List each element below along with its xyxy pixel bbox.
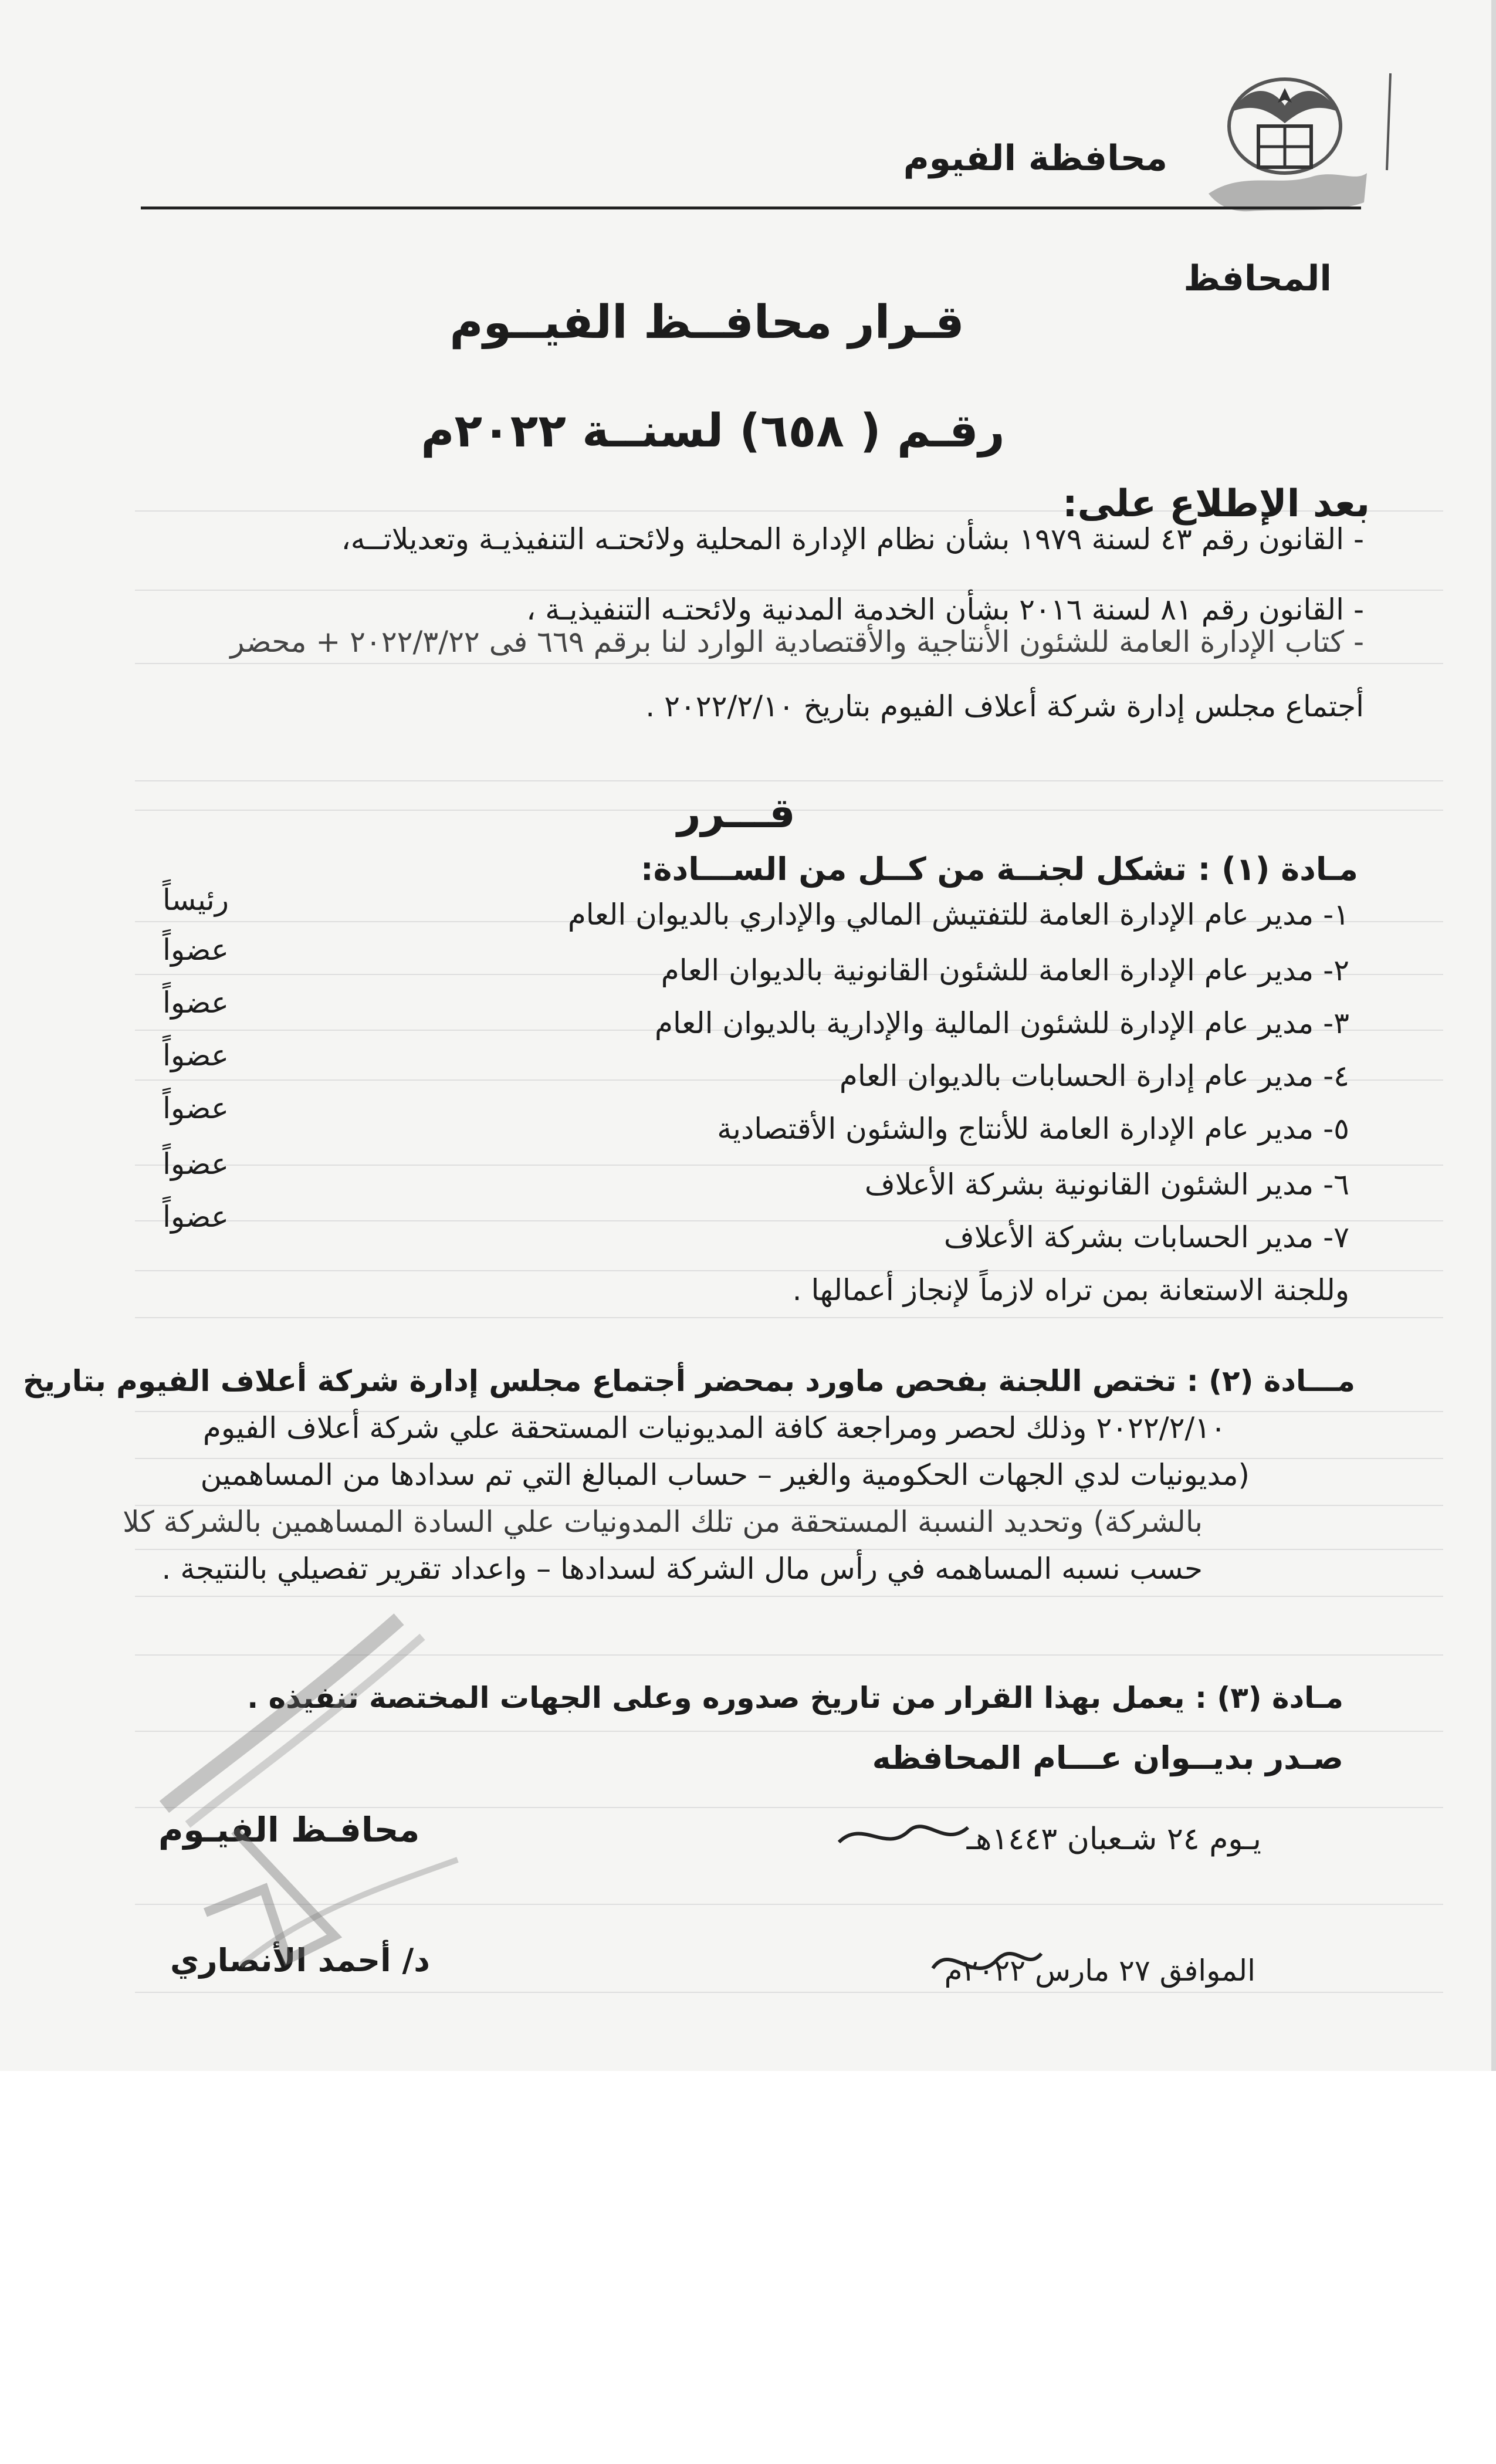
paper-rule	[135, 1317, 1443, 1318]
decree-number: رقـم ( ٦٥٨) لسنــة ٢٠٢٢م	[421, 405, 1005, 458]
committee-member: ٢- مدير عام الإدارة العامة للشئون القانونية بالديوان العام	[661, 953, 1349, 987]
committee-role: عضواً	[163, 1200, 229, 1234]
paper-rule	[135, 1270, 1443, 1271]
official-stamp-icon	[153, 1584, 563, 1995]
scan-edge	[1491, 0, 1496, 2071]
preamble-item: أجتماع مجلس إدارة شركة أعلاف الفيوم بتاريخ ٢٠٢٢/٢/١٠ .	[645, 689, 1364, 723]
committee-role: عضواً	[163, 933, 229, 967]
header-divider	[141, 207, 1361, 209]
committee-member: ٥- مدير عام الإدارة العامة للأنتاج والشئون الأقتصادية	[717, 1112, 1349, 1146]
committee-role: عضواً	[163, 1038, 229, 1072]
handwritten-month-mark	[833, 1807, 974, 1866]
committee-member: ٤- مدير عام إدارة الحسابات بالديوان العام	[839, 1059, 1349, 1093]
committee-member: ٧- مدير الحسابات بشركة الأعلاف	[943, 1220, 1349, 1254]
scan-mark	[1373, 70, 1408, 176]
issued-place: صـدر بديــوان عـــام المحافظه	[872, 1739, 1343, 1776]
committee-role: عضواً	[163, 986, 229, 1020]
paper-rule	[135, 590, 1443, 591]
governorate-name: محافظة الفيوم	[903, 138, 1167, 179]
date-gregorian: الموافق ٢٧ مارس ٢٠٢٢م	[944, 1954, 1255, 1988]
article2-line: بالشركة) وتحديد النسبة المستحقة من تلك المدونيات علي السادة المساهمين بالشركة كلا	[123, 1505, 1203, 1539]
preamble-item: - القانون رقم ٤٣ لسنة ١٩٧٩ بشأن نظام الإدارة المحلية ولائحتـه التنفيذيـة وتعديلاتــه،	[341, 522, 1364, 556]
paper-rule	[135, 1549, 1443, 1550]
paper-rule	[135, 1654, 1443, 1656]
office-title: المحافظ	[1183, 258, 1332, 299]
signatory-title: محافـظ الفيـوم	[158, 1810, 420, 1850]
decree-title: قـرار محافــظ الفيــوم	[449, 296, 964, 349]
article1-heading: مـادة (١) : تشكل لجنــة من كــل من الســـادة:	[641, 851, 1358, 888]
article1-closing: وللجنة الاستعانة بمن تراه لازماً لإنجاز أعمالها .	[792, 1273, 1349, 1307]
committee-role: رئيساً	[163, 883, 229, 917]
paper-rule	[135, 663, 1443, 664]
committee-member: ٦- مدير الشئون القانونية بشركة الأعلاف	[864, 1167, 1349, 1201]
committee-role: عضواً	[163, 1091, 229, 1125]
paper-rule	[135, 1992, 1443, 1993]
preamble-heading: بعد الإطلاع على:	[1062, 482, 1370, 526]
decision-heading: قـــرر	[677, 789, 796, 837]
paper-rule	[135, 1807, 1443, 1808]
date-hijri: يـوم ٢٤ شـعبان ١٤٤٣هـ	[966, 1822, 1261, 1857]
committee-member: ٣- مدير عام الإدارة للشئون المالية والإدارية بالديوان العام	[655, 1006, 1349, 1040]
article2-line: ٢٠٢٢/٢/١٠ وذلك لحصر ومراجعة كافة المديونيات المستحقة علي شركة أعلاف الفيوم	[202, 1411, 1226, 1445]
paper-rule	[135, 1165, 1443, 1166]
article2-line: مـــادة (٢) : تختص اللجنة بفحص ماورد بمحضر أجتماع مجلس إدارة شركة أعلاف الفيوم بتاريخ	[23, 1364, 1355, 1398]
committee-member: ١- مدير عام الإدارة العامة للتفتيش المالي والإداري بالديوان العام	[567, 898, 1349, 932]
signatory-name: د/ أحمد الأنصاري	[170, 1942, 430, 1979]
governorate-emblem-icon	[1197, 70, 1373, 223]
article3-text: مـادة (٣) : يعمل بهذا القرار من تاريخ صدوره وعلى الجهات المختصة تنفيذه .	[247, 1681, 1343, 1715]
paper-rule	[135, 1731, 1443, 1732]
paper-rule	[135, 1596, 1443, 1597]
paper-rule	[135, 780, 1443, 781]
preamble-item: - القانون رقم ٨١ لسنة ٢٠١٦ بشأن الخدمة المدنية ولائحتـه التنفيذيـة ،	[526, 593, 1364, 627]
article2-line: حسب نسبه المساهمه في رأس مال الشركة لسدادها – واعداد تقرير تفصيلي بالنتيجة .	[161, 1552, 1203, 1586]
paper-rule	[135, 1904, 1443, 1905]
article2-line: (مديونيات لدي الجهات الحكومية والغير – حساب المبالغ التي تم سدادها من المساهمين	[200, 1458, 1250, 1492]
committee-role: عضواً	[163, 1147, 229, 1181]
preamble-item: - كتاب الإدارة العامة للشئون الأنتاجية والأقتصادية الوارد لنا برقم ٦٦٩ فى ٢٠٢٢/٣/٢٢ + محضر	[230, 625, 1364, 659]
